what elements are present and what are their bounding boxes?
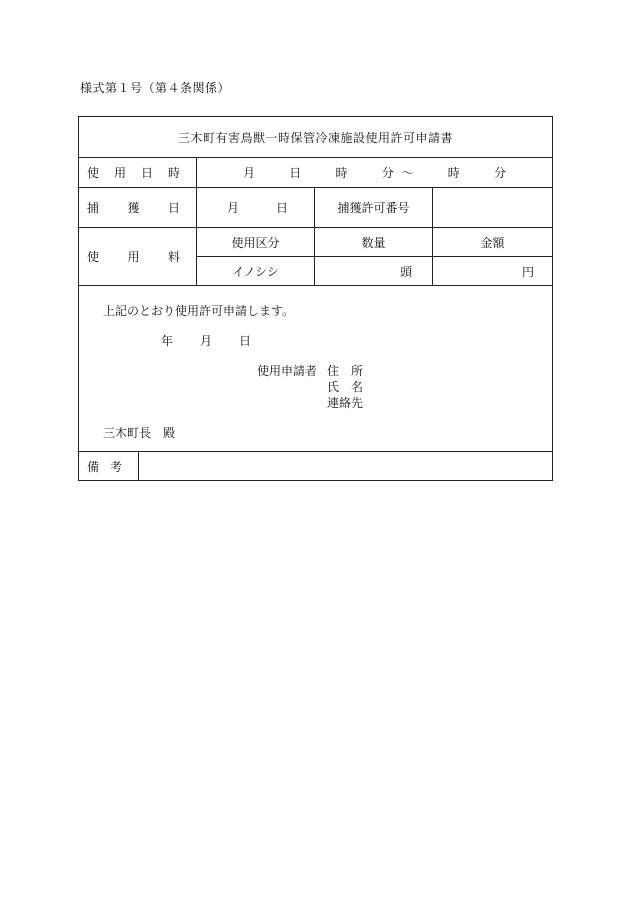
capture-label-char: 捕 <box>87 201 100 215</box>
name-label: 氏 名 <box>327 380 363 394</box>
fee-quantity-cell[interactable] <box>315 257 433 286</box>
usage-day-unit: 日 <box>289 166 302 180</box>
capture-date-value-cell[interactable] <box>197 188 315 228</box>
remarks-value-cell[interactable] <box>139 452 553 481</box>
application-form-table <box>78 116 553 481</box>
fee-label-char: 用 <box>127 250 140 264</box>
capture-day-unit: 日 <box>275 201 288 215</box>
application-statement: 上記のとおり使用許可申請します。 <box>103 304 295 318</box>
applicant-label: 使用申請者 <box>257 364 318 378</box>
form-title: 三木町有害鳥獣一時保管冷凍施設使用許可申請書 <box>79 117 553 158</box>
remarks-label-char: 考 <box>109 459 122 474</box>
application-day-unit: 日 <box>238 334 251 348</box>
addressee: 三木町長 殿 <box>103 426 176 440</box>
capture-month-unit: 月 <box>227 201 240 215</box>
remarks-row <box>79 452 553 481</box>
usage-hour2-unit: 時 <box>447 166 460 180</box>
application-month-unit: 月 <box>199 334 212 348</box>
application-body-cell <box>79 286 553 452</box>
fee-amount-cell[interactable] <box>433 257 553 286</box>
remarks-label-char: 備 <box>87 459 100 474</box>
usage-date-label-char: 使 <box>87 166 100 180</box>
fee-header-quantity: 数量 <box>315 228 433 257</box>
form-number: 様式第１号（第４条関係） <box>80 81 231 95</box>
usage-date-label-char: 日 <box>140 166 153 180</box>
usage-date-label-char: 用 <box>113 166 126 180</box>
fee-label-char: 料 <box>167 250 180 264</box>
capture-label-char: 獲 <box>127 201 140 215</box>
capture-permit-label: 捕獲許可番号 <box>315 188 433 228</box>
address-label: 住 所 <box>327 364 363 378</box>
usage-date-value-cell[interactable] <box>197 158 553 188</box>
fee-header-category: 使用区分 <box>197 228 315 257</box>
fee-label-cell <box>79 228 197 286</box>
usage-minute-unit: 分 〜 <box>381 166 414 180</box>
capture-row <box>79 188 553 228</box>
usage-date-row <box>79 158 553 188</box>
application-date[interactable] <box>161 332 251 349</box>
capture-permit-value-cell[interactable] <box>433 188 553 228</box>
capture-date-label-cell <box>79 188 197 228</box>
fee-label-char: 使 <box>87 250 100 264</box>
contact-label: 連絡先 <box>327 396 364 410</box>
capture-label-char: 日 <box>167 201 180 215</box>
fee-header-row <box>79 228 553 257</box>
fee-amount-unit: 円 <box>521 264 534 279</box>
application-year-unit: 年 <box>161 334 174 348</box>
fee-header-amount: 金額 <box>433 228 553 257</box>
fee-quantity-unit: 頭 <box>399 264 412 279</box>
usage-hour-unit: 時 <box>335 166 348 180</box>
usage-date-label-cell <box>79 158 197 188</box>
usage-date-label-char: 時 <box>167 166 180 180</box>
range-tilde: 〜 <box>401 166 414 180</box>
usage-month-unit: 月 <box>243 166 256 180</box>
remarks-label-cell <box>79 452 139 481</box>
fee-category-value: イノシシ <box>197 257 315 286</box>
usage-minute2-unit: 分 <box>493 166 506 180</box>
